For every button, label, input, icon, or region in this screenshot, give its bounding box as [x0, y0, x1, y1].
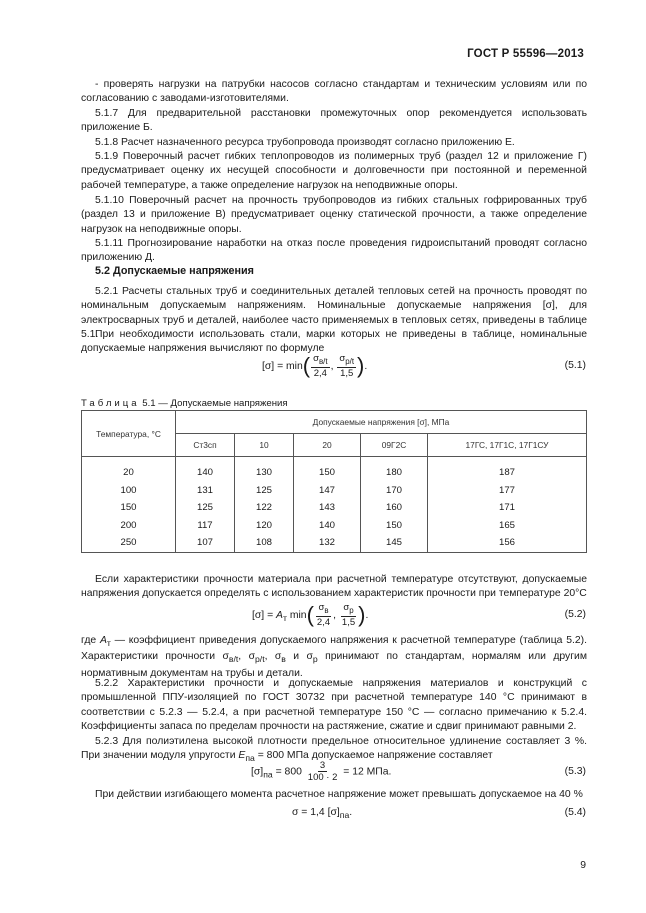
header-temperature: Температура, °С — [82, 411, 176, 457]
table-cell: 143 — [294, 499, 361, 517]
equation-number-5-3: (5.3) — [564, 766, 586, 777]
table-cell: 140 — [176, 457, 235, 482]
table-cell: 160 — [361, 499, 428, 517]
table-cell: 150 — [82, 499, 176, 517]
table-cell: 107 — [176, 534, 235, 552]
table-cell: 131 — [176, 482, 235, 500]
paragraph-where: где $A_т$ — коэффициент приведения допускаемого напряжения к расчетной температуре (таблица 5.2). Характеристики прочности $\sigma_{в/t}$, $\sigma_{p/t}$, $\sigma_в$ и $\sigma_p$ принимают по стандартам, нормалям или другим нормативным документам на трубы и детали. — [81, 635, 588, 679]
table-cell: 108 — [235, 534, 294, 552]
header-stress-group: Допускаемые напряжения [σ], МПа — [176, 411, 587, 434]
paragraph-5-1-9: 5.1.9 Поверочный расчет гибких теплопроводов из полимерных труб (раздел 12 и приложение Г) предусматривает оценку их несущей способности и долговечности при постоянной и переменной рабочей температуре, а также определение нагрузок на неподвижные опоры. — [81, 151, 587, 191]
table-cell: 150 — [361, 517, 428, 535]
paragraph-strength-missing: Если характеристики прочности материала при расчетной температуре отсутствуют, допускаемые напряжения допускается определять с использованием характеристик прочности при температуре 20°С — [81, 574, 587, 600]
table-cell: 125 — [235, 482, 294, 500]
table-cell: 147 — [294, 482, 361, 500]
formula-5-4: σ = 1,4 $[\sigma]_{па}$. — [292, 807, 353, 821]
table-cell: 187 — [428, 457, 587, 482]
table-cell: 156 — [428, 534, 587, 552]
paragraph-5-2-1: 5.2.1 Расчеты стальных труб и соединительных деталей тепловых сетей на прочность проводят по номинальным допускаемым напряжениям. Номинальные допускаемые напряжения [σ], для электросварных труб и деталей, наиболее часто применяемых в тепловых сетях, приведены в таблице 5.1. — [81, 286, 587, 341]
table-cell: 140 — [294, 517, 361, 535]
table-cell: 117 — [176, 517, 235, 535]
table-cell: 177 — [428, 482, 587, 500]
table-cell: 130 — [235, 457, 294, 482]
table-cell: 132 — [294, 534, 361, 552]
equation-number-5-2: (5.2) — [564, 609, 586, 620]
page-number: 9 — [580, 860, 586, 871]
formula-5-1: [σ] = min( $\frac{\sigma_{в/t}}{2,4}$ , $\frac{\sigma_{p/t}}{1,5}$ ). — [262, 353, 368, 379]
table-cell: 122 — [235, 499, 294, 517]
table-row — [82, 517, 587, 535]
paragraph-5-1-7: 5.1.7 Для предварительной расстановки промежуточных опор рекомендуется использовать приложение Б. — [81, 108, 587, 134]
paragraph-5-1-10: 5.1.10 Поверочный расчет на прочность трубопроводов из гибких стальных гофрированных труб (раздел 13 и приложение В) предусматривает оценку статической прочности, а также определение нагрузок на неподвижные опоры. — [81, 195, 587, 235]
paragraph-intro: - проверять нагрузки на патрубки насосов согласно стандартам и техническим условиям или по согласованию с заводами-изготовителями. — [81, 79, 587, 105]
table-caption: Таблица 5.1 — Допускаемые напряжения — [81, 398, 288, 409]
table-row — [82, 499, 587, 517]
header-steel-20: 20 — [294, 434, 361, 457]
table-cell: 170 — [361, 482, 428, 500]
table-cell: 200 — [82, 517, 176, 535]
stress-table — [81, 410, 587, 553]
table-cell: 20 — [82, 457, 176, 482]
table-row — [82, 482, 587, 500]
paragraph-5-1-8: 5.1.8 Расчет назначенного ресурса трубопровода производят согласно приложению Е. — [95, 137, 515, 148]
table-cell: 165 — [428, 517, 587, 535]
table-cell: 180 — [361, 457, 428, 482]
header-steel-09g2s: 09Г2С — [361, 434, 428, 457]
table-cell: 120 — [235, 517, 294, 535]
equation-number-5-4: (5.4) — [564, 807, 586, 818]
paragraph-bending: При действии изгибающего момента расчетное напряжение может превышать допускаемое на 40 % — [95, 789, 583, 800]
table-cell: 250 — [82, 534, 176, 552]
formula-5-2: $[\sigma] = A_т$ min( $\frac{\sigma_в}{2,4}$ , $\frac{\sigma_p}{1,5}$ ). — [252, 602, 369, 628]
paragraph-formula-intro: При необходимости использовать стали, марки которых не приведены в таблице, номинальные допускаемые напряжения вычисляют по формуле — [81, 329, 587, 355]
header-steel-10: 10 — [235, 434, 294, 457]
paragraph-5-1-11: 5.1.11 Прогнозирование наработки на отказ после проведения гидроиспытаний проводят согласно приложению Д. — [81, 238, 587, 264]
table-cell: 150 — [294, 457, 361, 482]
header-steel-st3sp: Ст3сп — [176, 434, 235, 457]
table-row — [82, 534, 587, 552]
table-cell: 125 — [176, 499, 235, 517]
table-row — [82, 457, 587, 482]
formula-5-3: $[\sigma]_{па} = 800$ $\frac{3}{100 \cdot 2}$ = 12 МПа. — [251, 760, 392, 783]
paragraph-5-2-3: 5.2.3 Для полиэтилена высокой плотности предельное относительное удлинение составляет 3 %. При значении модуля упругости $E_{па} = 800$ МПа допускаемое напряжение составляет — [81, 736, 587, 764]
document-header: ГОСТ Р 55596—2013 — [467, 48, 584, 60]
section-heading-5-2: 5.2 Допускаемые напряжения — [95, 265, 254, 277]
table-cell: 145 — [361, 534, 428, 552]
paragraph-5-2-2: 5.2.2 Характеристики прочности и допускаемые напряжения материалов и конструкций с промышленной ППУ-изоляцией по ГОСТ 30732 при расчетной температуре 140 °С принимают в соответствии с 5.2.3 — 5.2.4, а при расчетной температуре 150 °С — согласно примечанию к 5.2.4. Коэффициенты запаса по пределам прочности на растяжение, сжатие и сдвиг принимают равными 2. — [81, 678, 587, 733]
table-cell: 100 — [82, 482, 176, 500]
header-steel-17gs: 17ГС, 17Г1С, 17Г1СУ — [428, 434, 587, 457]
table-cell: 171 — [428, 499, 587, 517]
equation-number-5-1: (5.1) — [564, 360, 586, 371]
